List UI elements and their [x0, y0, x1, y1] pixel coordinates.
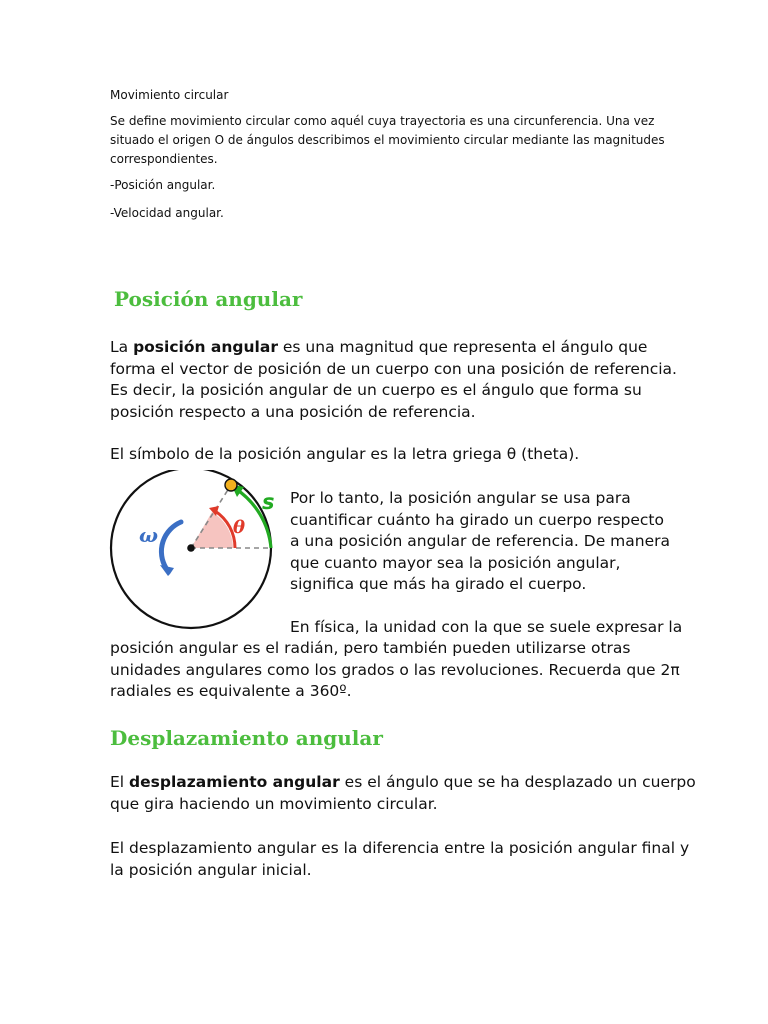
section1-para3: Por lo tanto, la posición angular se usa para cuantificar cuánto ha girado un cuerpo respecto a una posición angular de referencia. De manera que cuanto mayor sea la posición angular, significa que más ha girado el cuerpo.	[290, 489, 671, 593]
section2-para1: El desplazamiento angular es el ángulo que se ha desplazado un cuerpo que gira haciendo un movimiento circular.	[110, 773, 696, 813]
section1-para4: posición angular es el radián, pero también pueden utilizarse otras unidades angulares como los grados o las revoluciones. Recuerda que 2π radiales es equivalente a 360º.	[110, 639, 680, 700]
bullet-posicion: -Posición angular.	[110, 178, 216, 192]
section1-para1: La posición angular es una magnitud que representa el ángulo que forma el vector de posición de un cuerpo con una posición de referencia. Es decir, la posición angular de un cuerpo es el ángulo que forma su posición respecto a una posición de referencia.	[110, 338, 677, 421]
section1-para4-line1: En física, la unidad con la que se suele expresar la	[290, 618, 683, 636]
omega-label: ω	[139, 523, 159, 547]
intro-line-3: correspondientes.	[110, 152, 218, 166]
intro-title: Movimiento circular	[110, 88, 229, 102]
bullet-velocidad: -Velocidad angular.	[110, 206, 224, 220]
heading-posicion-angular: Posición angular	[114, 287, 303, 311]
section1-para2: El símbolo de la posición angular es la letra griega θ (theta).	[110, 445, 580, 463]
theta-label: θ	[233, 517, 246, 538]
section2-para2: El desplazamiento angular es la diferencia entre la posición angular final y la posición angular inicial.	[110, 839, 690, 879]
heading-desplazamiento-angular: Desplazamiento angular	[110, 726, 383, 750]
angular-position-diagram	[108, 470, 280, 640]
intro-line-1: Se define movimiento circular como aquél cuya trayectoria es una circunferencia. Una vez	[110, 114, 655, 128]
arc-length-label: s	[262, 490, 275, 514]
intro-line-2: situado el origen O de ángulos describimos el movimiento circular mediante las magnitudes	[110, 133, 665, 147]
